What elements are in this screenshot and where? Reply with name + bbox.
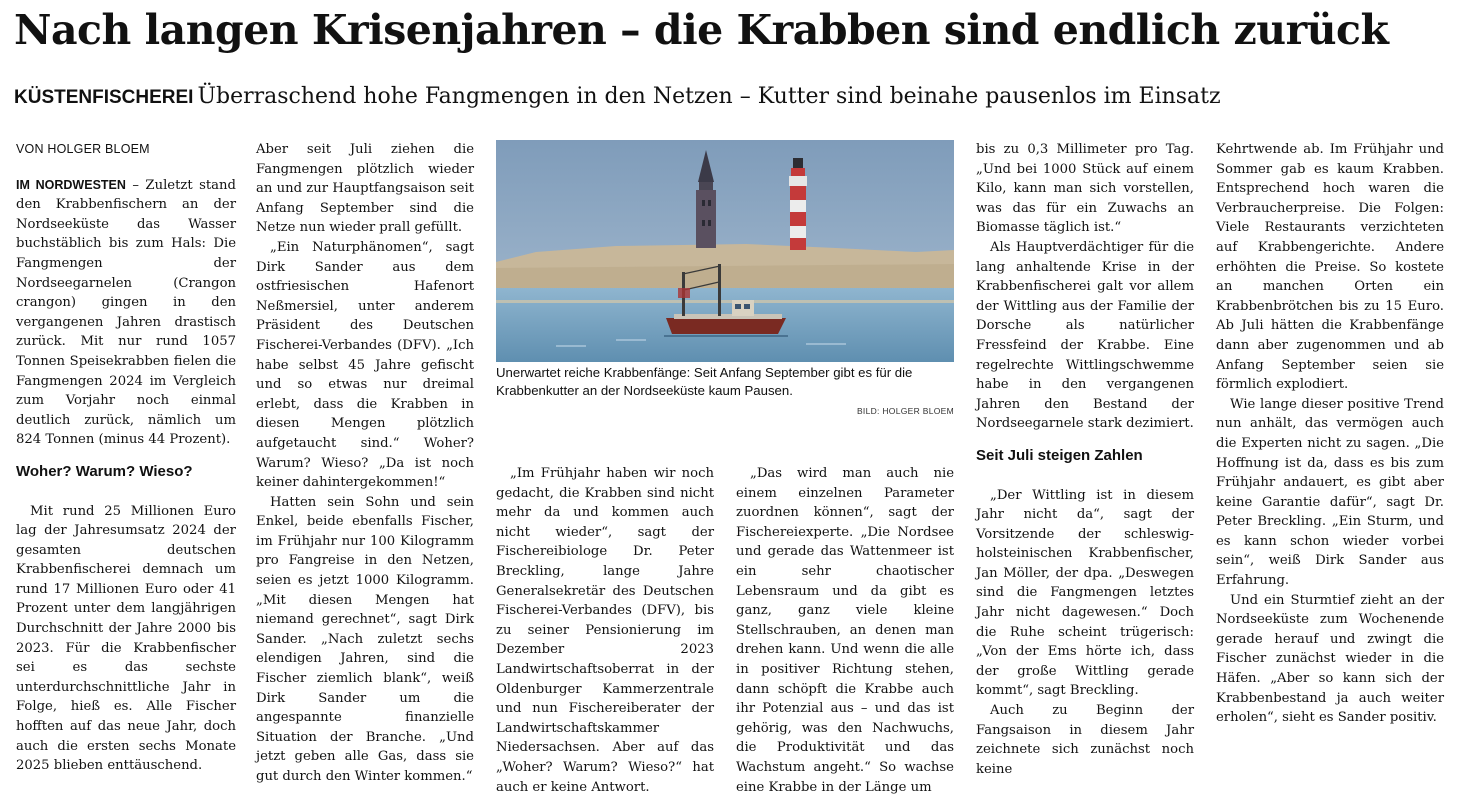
column-3 (496, 464, 714, 795)
subline (14, 84, 1444, 110)
paragraph: Als Hauptverdächtiger für die lang anhaltende Krise in der Krabbenfischerei galt vor allem der Wittling aus der Familie der Dorsche als natürlicher Fressfeind der Krabbe. Eine regelrechte Wittlingschwemme habe in den vergangenen Jahren den Bestand der Nordseegarnele stark dezimiert. (976, 239, 1194, 432)
paragraph: „Im Frühjahr haben wir noch gedacht, die Krabben sind nicht mehr da und kommen auch nicht wieder“, sagt der Fischereibiologe Dr. Peter Breckling, lange Jahre Generalsekretär des Deutschen Fischerei-Verbandes (DFV), bis zu seiner Pensionierung im Dezember 2023 Landwirtschaftsoberrat in der Oldenburger Kammerzentrale und nun Fischereiberater der Landwirtschaftskammer Niedersachsen. Aber auf das „Woher? Warum? Wieso?“ hat auch er keine Antwort. (496, 466, 714, 795)
headline: Nach langen Krisenjahren – die Krabben sind endlich zurück (14, 6, 1389, 54)
paragraph: „Ein Naturphänomen“, sagt Dirk Sander aus dem ostfriesischen Hafenort Neßmersiel, unter anderem Präsident des Deutschen Fischerei-Verbandes (DFV). „Ich habe selbst 45 Jahre gefischt und so etwas nur dreimal erlebt, dass die Krabben in diesen Mengen plötzlich aufgetaucht sind.“ Woher? Warum? Wieso? „Da ist noch keiner dahintergekommen!“ (256, 239, 474, 491)
column-5 (976, 140, 1194, 780)
harbor-photo-illustration (496, 140, 954, 362)
paragraph: Wie lange dieser positive Trend nun anhält, das vermögen auch die Experten nicht zu sagen. „Die Hoffnung ist da, dass es bis zum Frühjahr andauert, es gibt aber keine Garantie dafür“, sagt Dr. Peter Breckling. „Ein Sturm, und es kann schon wieder vorbei sein“, weiß Dirk Sander aus Erfahrung. (1216, 396, 1444, 589)
paragraph: bis zu 0,3 Millimeter pro Tag. „Und bei 1000 Stück auf einem Kilo, kann man sich vorstellen, was das für ein Zuwachs an Biomasse täglich ist.“ (976, 142, 1194, 236)
paragraph: Auch zu Beginn der Fangsaison in diesem Jahr zeichnete sich zunächst noch keine (976, 703, 1194, 777)
dateline: IM NORDWESTEN (16, 177, 126, 192)
byline: VON HOLGER BLOEM (16, 142, 150, 156)
paragraph: „Das wird man auch nie einem einzelnen Parameter zuordnen können“, sagt der Fischereiexperte. „Die Nordsee und gerade das Wattenmeer ist ein sehr chaotischer Lebensraum und da gibt es ganz, ganz viele kleine Stellschrauben, an denen man drehen kann. Und wenn die alle in positiver Richtung stehen, dann schöpft die Krabbe auch ihr Potenzial aus – und das ist gehörig, was den Nachwuchs, die Produktivität und das Wachstum angeht.“ So wachse eine Krabbe in der Länge um (736, 466, 954, 795)
photo-caption: Unerwartet reiche Krabbenfänge: Seit Anfang September gibt es für die Krabbenkutter an der Nordseeküste kaum Pausen. (496, 365, 913, 398)
paragraph: Mit rund 25 Millionen Euro lag der Jahresumsatz 2024 der gesamten deutschen Krabbenfischerei demnach um rund 17 Millionen Euro oder 41 Prozent unter dem langjährigen Durchschnitt der Jahre 2000 bis 2023. Für die Krabbenfischer sei es das sechste unterdurchschnittliche Jahr in Folge, hieß es. Alle Fischer hofften auf das neue Jahr, doch auch die ersten sechs Monate 2025 blieben enttäuschend. (16, 503, 236, 774)
subhead-woher: Woher? Warum? Wieso? (16, 462, 193, 480)
lead-paragraph (16, 176, 236, 450)
photo-credit: BILD: HOLGER BLOEM (856, 406, 954, 416)
lead-text: – Zuletzt stand den Krabbenfischern an der Nordseeküste das Wasser buchstäblich bis zum Hals: Die Fangmengen der Nordseegarnelen (Crangon crangon) gingen in den vergangenen Jahren drastisch zurück. Mit nur rund 1057 Tonnen Speisekrabben fielen die Fangmengen 2024 im Vergleich zum Vorjahr noch einmal deutlich zurück, nämlich um 824 Tonnen (minus 44 Prozent). (16, 177, 236, 448)
subline-text: Überraschend hohe Fangmengen in den Netzen – Kutter sind beinahe pausenlos im Einsatz (197, 84, 1221, 109)
article-photo (496, 140, 954, 362)
paragraph: „Der Wittling ist in diesem Jahr nicht da“, sagt der Vorsitzende der schleswig-holsteinischen Krabbenfischer, Jan Möller, der dpa. „Deswegen sind die Fangmengen letztes Jahr nicht dagewesen.“ Doch die Ruhe scheint trügerisch: „Von der Ems hörte ich, dass der große Wittling gerade kommt“, sagt Breckling. (976, 487, 1194, 699)
column-1 (16, 140, 236, 780)
paragraph: Kehrtwende ab. Im Frühjahr und Sommer gab es kaum Krabben. Entsprechend hoch waren die Verbraucherpreise. Die Folgen: Viele Restaurants verzichteten auf Krabbengerichte. Andere erhöhten die Preise. So kostete an manchen Orten ein Krabbenbrötchen bis zu 15 Euro. Ab Juli hätten die Krabbenfänge dann aber zugenommen und ab Anfang September seien sie förmlich explodiert. (1216, 142, 1444, 393)
column-2 (256, 140, 474, 784)
paragraph: Und ein Sturmtief zieht an der Nordseeküste zum Wochenende gerade herauf und zwingt die Fischer zunächst wieder in die Häfen. „Aber so kann sich der Krabbenbestand ja auch weiter erholen“, sieht es Sander positiv. (1216, 592, 1444, 726)
column-6 (1216, 140, 1444, 780)
column-4 (736, 464, 954, 795)
paragraph: Hatten sein Sohn und sein Enkel, beide ebenfalls Fischer, im Frühjahr nur 100 Kilogramm pro Fangreise in den Netzen, seien es jetzt 1000 Kilogramm. „Mit diesen Mengen hat niemand gerechnet“, sagt Dirk Sander. „Nach zuletzt sechs elendigen Jahren, sind die Fischer ziemlich blank“, weiß Dirk Sander um die angespannte finanzielle Situation der Branche. „Und jetzt geben alle Gas, dass sie gut durch den Winter kommen.“ (256, 494, 474, 784)
kicker: KÜSTENFISCHEREI (14, 87, 194, 108)
paragraph: Aber seit Juli ziehen die Fangmengen plötzlich wieder an und zur Hauptfangsaison seit Anfang September sind die Netze nun wieder prall gefüllt. (256, 142, 474, 236)
subhead-seit-juli: Seit Juli steigen Zahlen (976, 446, 1143, 464)
